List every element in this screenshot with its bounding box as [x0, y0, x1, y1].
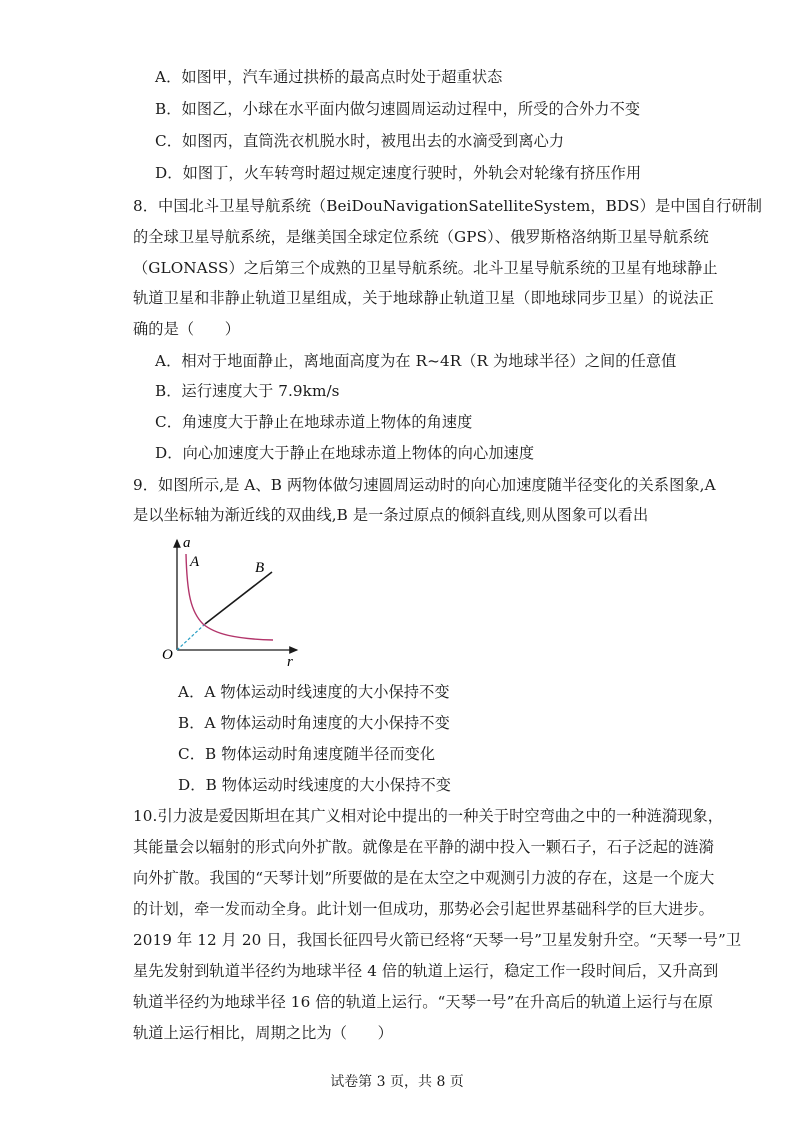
q10-stem-line-2: 其能量会以辐射的形式向外扩散。就像是在平静的湖中投入一颗石子，石子泛起的涟漪 — [133, 838, 714, 856]
line-b — [205, 572, 272, 624]
q8-stem-line-5: 确的是（ ） — [133, 320, 241, 338]
q9-option-b: B．A 物体运动时角速度的大小保持不变 — [178, 714, 450, 732]
q8-stem-line-2: 的全球卫星导航系统，是继美国全球定位系统（GPS）、俄罗斯格洛纳斯卫星导航系统 — [133, 228, 709, 246]
page-footer: 试卷第 3 页，共 8 页 — [330, 1074, 464, 1090]
line-b-dashed-segment — [177, 624, 205, 650]
q7-option-a: A．如图甲，汽车通过拱桥的最高点时处于超重状态 — [155, 68, 503, 86]
q9-stem-line-2: 是以坐标轴为渐近线的双曲线,B 是一条过原点的倾斜直线,则从图象可以看出 — [133, 506, 649, 524]
q9-option-d: D．B 物体运动时线速度的大小保持不变 — [178, 776, 452, 794]
q10-stem-line-5: 2019 年 12 月 20 日，我国长征四号火箭已经将“天琴一号”卫星发射升空。“天琴一号”卫 — [133, 931, 742, 949]
q10-stem-line-1: 10.引力波是爱因斯坦在其广义相对论中提出的一种关于时空弯曲之中的一种涟漪现象， — [133, 807, 724, 825]
q9-stem-line-1: 9．如图所示,是 A、B 两物体做匀速圆周运动时的向心加速度随半径变化的关系图象,A — [133, 476, 716, 494]
x-axis-label: r — [287, 654, 293, 670]
q9-graph — [155, 532, 315, 672]
q8-option-b: B．运行速度大于 7.9km/s — [155, 382, 340, 400]
q8-stem-line-4: 轨道卫星和非静止轨道卫星组成，关于地球静止轨道卫星（即地球同步卫星）的说法正 — [133, 289, 714, 307]
q8-option-d: D．向心加速度大于静止在地球赤道上物体的向心加速度 — [155, 444, 535, 462]
origin-label: O — [162, 647, 173, 663]
q8-stem-line-3: （GLONASS）之后第三个成熟的卫星导航系统。北斗卫星导航系统的卫星有地球静止 — [133, 259, 718, 277]
y-axis-label: a — [183, 535, 191, 551]
q8-option-c: C．角速度大于静止在地球赤道上物体的角速度 — [155, 413, 473, 431]
q10-stem-line-8: 轨道上运行相比，周期之比为（ ） — [133, 1024, 393, 1042]
q10-stem-line-3: 向外扩散。我国的“天琴计划”所要做的是在太空之中观测引力波的存在，这是一个庞大 — [133, 869, 715, 887]
line-b-label: B — [255, 560, 265, 576]
q10-stem-line-4: 的计划，牵一发而动全身。此计划一但成功，那势必会引起世界基础科学的巨大进步。 — [133, 900, 714, 918]
q7-option-c: C．如图丙，直筒洗衣机脱水时，被甩出去的水滴受到离心力 — [155, 132, 565, 150]
curve-a-label: A — [190, 554, 200, 570]
q10-stem-line-7: 轨道半径约为地球半径 16 倍的轨道上运行。“天琴一号”在升高后的轨道上运行与在原 — [133, 993, 714, 1011]
q9-option-c: C．B 物体运动时角速度随半径而变化 — [178, 745, 436, 763]
q7-option-d: D．如图丁，火车转弯时超过规定速度行驶时，外轨会对轮缘有挤压作用 — [155, 164, 642, 182]
q9-option-a: A．A 物体运动时线速度的大小保持不变 — [178, 683, 450, 701]
q10-stem-line-6: 星先发射到轨道半径约为地球半径 4 倍的轨道上运行，稳定工作一段时间后，又升高到 — [133, 962, 719, 980]
q7-option-b: B．如图乙，小球在水平面内做匀速圆周运动过程中，所受的合外力不变 — [155, 100, 641, 118]
q8-stem-line-1: 8．中国北斗卫星导航系统（BeiDouNavigationSatelliteSystem，BDS）是中国自行研制 — [133, 197, 762, 215]
q8-option-a: A．相对于地面静止，离地面高度为在 R~4R（R 为地球半径）之间的任意值 — [155, 352, 677, 370]
